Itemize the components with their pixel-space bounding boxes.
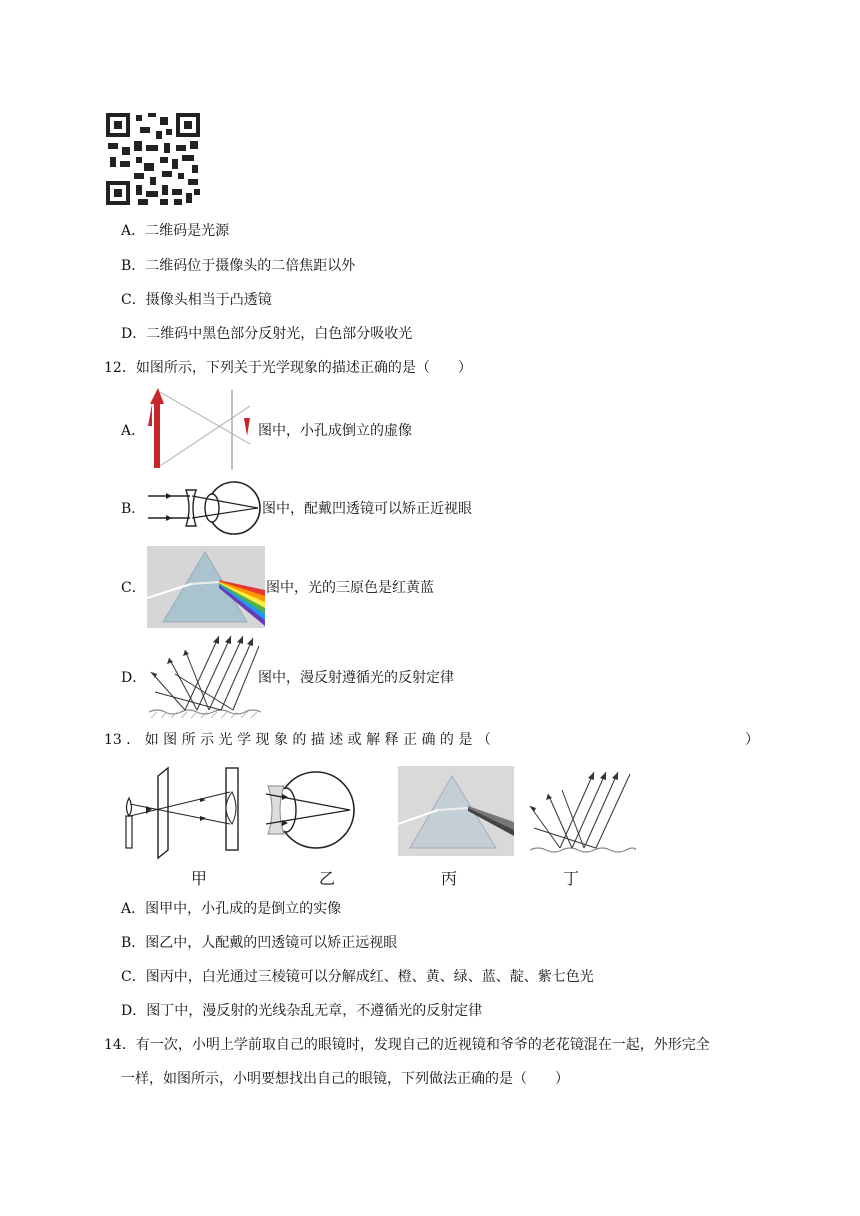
- eye-concave-lens-figure: [146, 480, 262, 536]
- q13-option-d: [121, 1001, 482, 1021]
- option-letter: D．: [121, 326, 147, 342]
- caption-ding: 丁: [563, 869, 580, 888]
- q13-stem: 13 ． 如 图 所 示 光 学 现 象 的 描 述 或 解 释 正 确 的 是 （: [104, 732, 491, 748]
- option-letter: B．: [121, 935, 146, 951]
- option-text: 摄像头相当于凸透镜: [145, 292, 272, 308]
- q11-option-d: [121, 324, 412, 344]
- option-letter: C．: [121, 969, 146, 985]
- q12-option-c-letter: C．: [121, 580, 146, 596]
- q14-stem-line2: 一样，如图所示，小明要想找出自己的眼镜，下列做法正确的是（ ）: [121, 1071, 569, 1087]
- q13-option-c: [121, 967, 594, 987]
- q12-option-c-text: 图中，光的三原色是红黄蓝: [266, 580, 434, 596]
- q12-stem: 12．如图所示，下列关于光学现象的描述正确的是（ ）: [104, 360, 472, 376]
- option-text: 二维码中黑色部分反射光，白色部分吸收光: [146, 326, 413, 342]
- q12-option-d-letter: D．: [121, 670, 147, 686]
- q13-stem-close: ）: [745, 732, 759, 748]
- option-letter: A．: [121, 901, 146, 917]
- caption-jia: 甲: [191, 869, 208, 888]
- q11-option-a: [121, 221, 229, 241]
- prism-dispersion-figure: [147, 546, 265, 628]
- option-letter: D．: [121, 1003, 147, 1019]
- option-letter: C．: [121, 292, 146, 308]
- q11-option-b: [121, 256, 355, 276]
- pinhole-figure: [146, 386, 258, 472]
- q13-option-b: [121, 933, 397, 953]
- q14-stem-line1: 14．有一次，小明上学前取自己的眼镜时，发现自己的近视镜和爷爷的老花镜混在一起，外形完全: [104, 1037, 710, 1053]
- option-text: 图丙中，白光通过三棱镜可以分解成红、橙、黄、绿、蓝、靛、紫七色光: [145, 969, 594, 985]
- q12-option-a-text: 图中，小孔成倒立的虚像: [258, 423, 412, 439]
- q13-option-a: [121, 899, 341, 919]
- q12-option-d-text: 图中，漫反射遵循光的反射定律: [258, 670, 454, 686]
- qr-code-image: [104, 111, 202, 207]
- option-text: 二维码位于摄像头的二倍焦距以外: [145, 258, 356, 274]
- option-text: 图丁中，漫反射的光线杂乱无章，不遵循光的反射定律: [146, 1003, 483, 1019]
- option-text: 图甲中，小孔成的是倒立的实像: [145, 901, 342, 917]
- q12-option-a-letter: A．: [121, 423, 146, 439]
- caption-yi: 乙: [319, 869, 336, 888]
- option-letter: B．: [121, 258, 146, 274]
- caption-bing: 丙: [441, 869, 458, 888]
- option-letter: A．: [121, 223, 146, 239]
- diffuse-reflection-figure: [147, 632, 261, 718]
- option-text: 图乙中，人配戴的凹透镜可以矫正远视眼: [145, 935, 398, 951]
- option-text: 二维码是光源: [145, 223, 230, 239]
- q11-option-c: [121, 290, 272, 310]
- q12-option-b-letter: B．: [121, 501, 146, 517]
- q12-option-b-text: 图中，配戴凹透镜可以矫正近视眼: [262, 501, 472, 517]
